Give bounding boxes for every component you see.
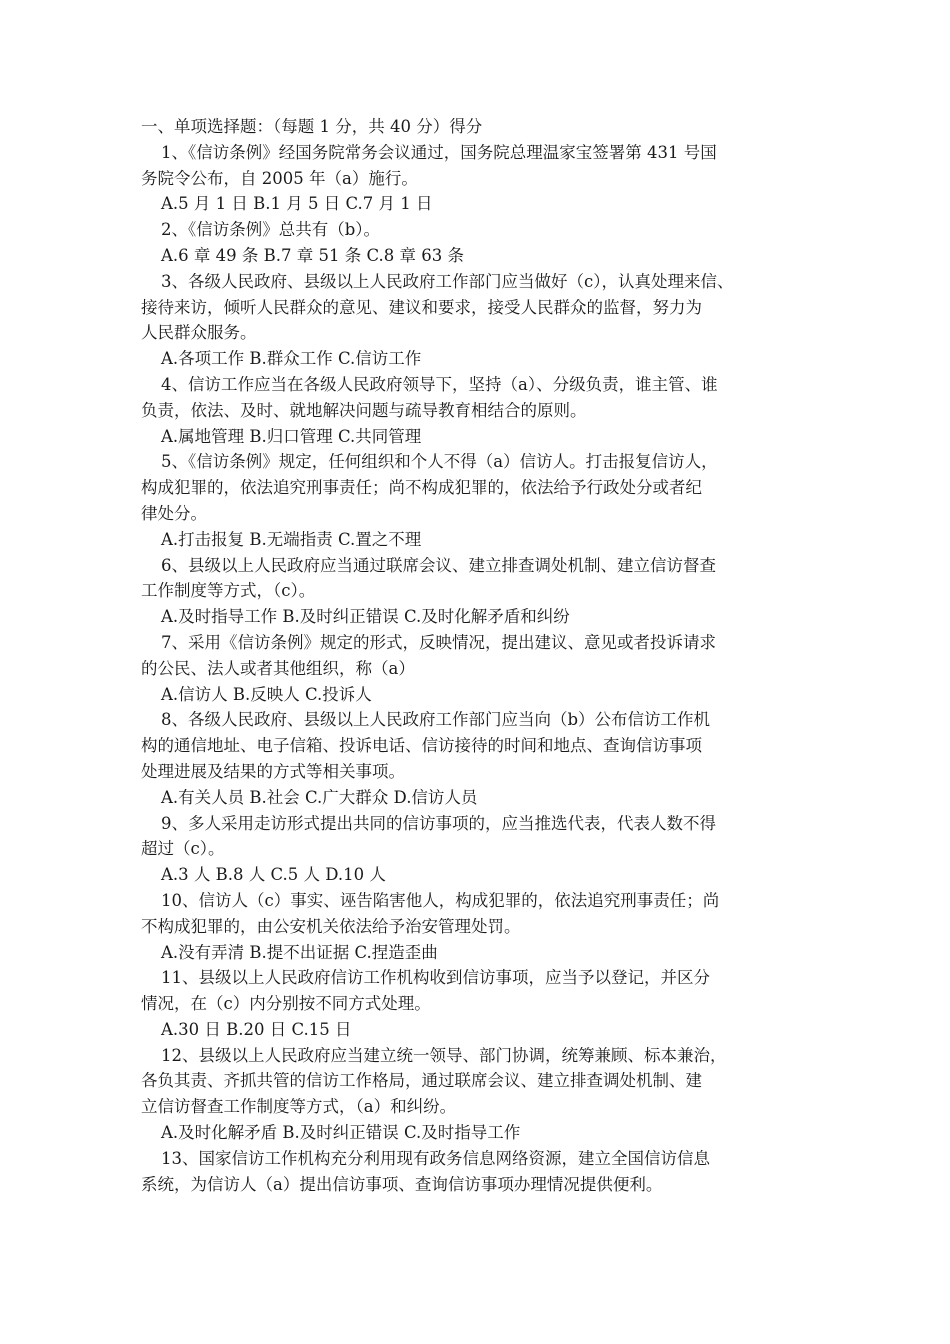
question-8-line-2: 构的通信地址、电子信箱、投诉电话、信访接待的时间和地点、查询信访事项 (141, 736, 702, 756)
question-5-line-3: 律处分。 (141, 503, 207, 523)
question-1-line-2: 务院令公布，自 2005 年（a）施行。 (141, 168, 418, 188)
question-2-options: A.6 章 49 条 B.7 章 51 条 C.8 章 63 条 (161, 245, 464, 265)
question-8-options: A.有关人员 B.社会 C.广大群众 D.信访人员 (161, 787, 478, 807)
question-3-line-1: 3、各级人民政府、县级以上人民政府工作部门应当做好（c），认真处理来信、 (161, 271, 734, 291)
question-13-line-1: 13、国家信访工作机构充分利用现有政务信息网络资源，建立全国信访信息 (161, 1148, 710, 1168)
question-6-line-1: 6、县级以上人民政府应当通过联席会议、建立排查调处机制、建立信访督查 (161, 555, 716, 575)
question-10-line-2: 不构成犯罪的，由公安机关依法给予治安管理处罚。 (141, 916, 521, 936)
question-13-line-2: 系统，为信访人（a）提出信访事项、查询信访事项办理情况提供便利。 (141, 1174, 663, 1194)
question-10-options: A.没有弄清 B.提不出证据 C.捏造歪曲 (161, 942, 438, 962)
question-8-line-3: 处理进展及结果的方式等相关事项。 (141, 761, 405, 781)
question-12-options: A.及时化解矛盾 B.及时纠正错误 C.及时指导工作 (161, 1123, 521, 1143)
question-8-line-1: 8、各级人民政府、县级以上人民政府工作部门应当向（b）公布信访工作机 (161, 710, 711, 730)
question-12-line-2: 各负其责、齐抓共管的信访工作格局，通过联席会议、建立排查调处机制、建 (141, 1071, 702, 1091)
question-4-line-2: 负责，依法、及时、就地解决问题与疏导教育相结合的原则。 (141, 400, 587, 420)
question-3-options: A.各项工作 B.群众工作 C.信访工作 (161, 349, 422, 369)
question-7-line-1: 7、采用《信访条例》规定的形式，反映情况，提出建议、意见或者投诉请求 (161, 632, 716, 652)
document-body (141, 114, 821, 1197)
question-4-line-1: 4、信访工作应当在各级人民政府领导下，坚持（a）、分级负责，谁主管、谁 (161, 374, 718, 394)
question-7-options: A.信访人 B.反映人 C.投诉人 (161, 684, 372, 704)
question-5-options: A.打击报复 B.无端指责 C.置之不理 (161, 529, 422, 549)
question-6-line-2: 工作制度等方式，（c）。 (141, 581, 316, 601)
question-11-options: A.30 日 B.20 日 C.15 日 (161, 1019, 352, 1039)
question-1-options: A.5 月 1 日 B.1 月 5 日 C.7 月 1 日 (161, 194, 433, 214)
question-9-line-1: 9、多人采用走访形式提出共同的信访事项的，应当推选代表，代表人数不得 (161, 813, 716, 833)
question-11-line-1: 11、县级以上人民政府信访工作机构收到信访事项，应当予以登记，并区分 (161, 968, 710, 988)
question-7-line-2: 的公民、法人或者其他组织，称（a） (141, 658, 415, 678)
question-3-line-2: 接待来访，倾听人民群众的意见、建议和要求，接受人民群众的监督，努力为 (141, 297, 702, 317)
question-5-line-2: 构成犯罪的，依法追究刑事责任；尚不构成犯罪的，依法给予行政处分或者纪 (141, 478, 702, 498)
question-4-options: A.属地管理 B.归口管理 C.共同管理 (161, 426, 422, 446)
question-6-options: A.及时指导工作 B.及时纠正错误 C.及时化解矛盾和纠纷 (161, 607, 570, 627)
question-12-line-3: 立信访督查工作制度等方式，（a）和纠纷。 (141, 1097, 457, 1117)
section-heading: 一、单项选择题：（每题 1 分，共 40 分）得分 (141, 117, 483, 136)
question-9-options: A.3 人 B.8 人 C.5 人 D.10 人 (161, 865, 386, 885)
question-2-line-1: 2、《信访条例》总共有（b）。 (161, 220, 381, 240)
question-12-line-1: 12、县级以上人民政府应当建立统一领导、部门协调，统筹兼顾、标本兼治， (161, 1045, 727, 1065)
question-5-line-1: 5、《信访条例》规定，任何组织和个人不得（a）信访人。打击报复信访人， (161, 452, 718, 472)
question-11-line-2: 情况，在（c）内分别按不同方式处理。 (141, 994, 431, 1014)
question-1-line-1: 1、《信访条例》经国务院常务会议通过，国务院总理温家宝签署第 431 号国 (161, 142, 717, 162)
question-10-line-1: 10、信访人（c）事实、诬告陷害他人，构成犯罪的，依法追究刑事责任；尚 (161, 890, 720, 910)
question-3-line-3: 人民群众服务。 (141, 323, 257, 343)
question-9-line-2: 超过（c）。 (141, 839, 225, 859)
